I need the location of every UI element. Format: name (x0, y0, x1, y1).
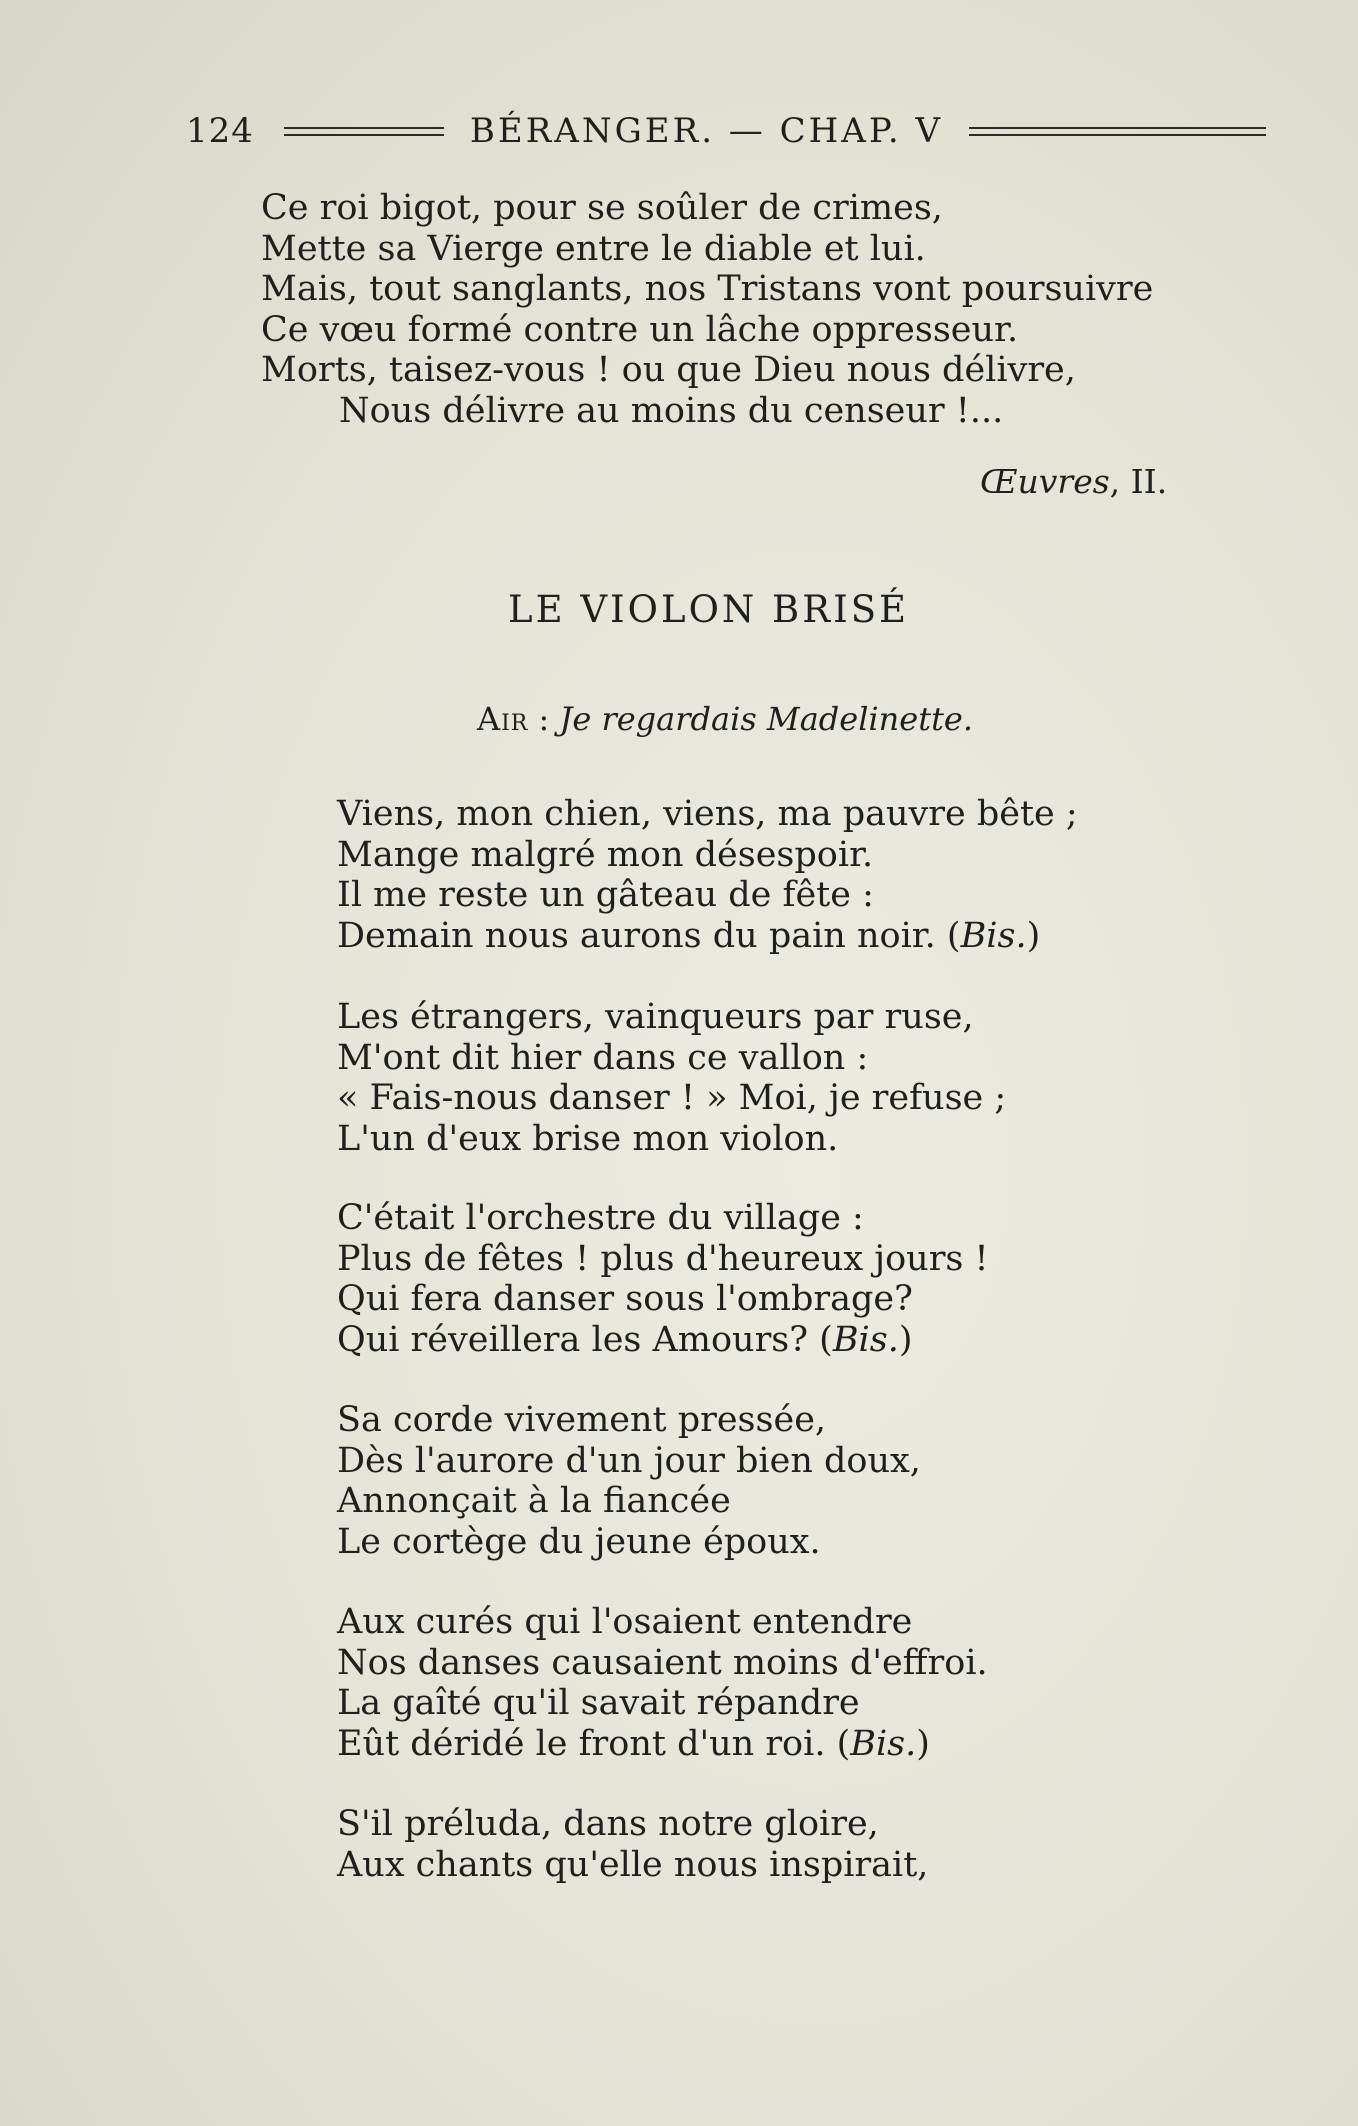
stanza-4 (337, 1400, 921, 1562)
air-label: Air (477, 700, 529, 738)
stanza-3 (337, 1198, 989, 1360)
verse-line: S'il préluda, dans notre gloire, (337, 1804, 879, 1844)
verse-line: Aux curés qui l'osaient entendre (337, 1602, 913, 1642)
verse-line: Mette sa Vierge entre le diable et lui. (261, 228, 926, 269)
stanza-2 (337, 997, 1006, 1159)
verse-line: M'ont dit hier dans ce vallon : (337, 1037, 869, 1078)
page-number: 124 (186, 111, 254, 151)
verse-line: Le cortège du jeune époux. (337, 1521, 821, 1562)
verse-line (337, 1724, 988, 1765)
bis-marker: Bis. (960, 915, 1027, 956)
header-rule-right (969, 127, 1266, 136)
verse-line: Ce vœu formé contre un lâche oppresseur. (261, 309, 1019, 350)
verse-line: Viens, mon chien, viens, ma pauvre bête ; (337, 794, 1078, 834)
bis-close: ) (1026, 915, 1041, 956)
verse-line: Qui fera danser sous l'ombrage? (337, 1279, 913, 1319)
air-tune: Je regardais Madelinette. (559, 700, 974, 738)
bis-marker: Bis. (832, 1319, 899, 1360)
verse-line: Les étrangers, vainqueurs par ruse, (337, 997, 974, 1037)
air-separator: : (528, 700, 560, 738)
verse-line (337, 1320, 989, 1361)
stanza-5 (337, 1602, 988, 1764)
verse-line: Dès l'aurore d'un jour bien doux, (337, 1440, 921, 1481)
bis-close: ) (916, 1723, 930, 1764)
stanza-6 (337, 1804, 928, 1885)
verse-text: Eût déridé le front d'un roi. ( (337, 1723, 851, 1764)
air-line (477, 700, 973, 738)
verse-line: Aux chants qu'elle nous inspirait, (337, 1844, 929, 1885)
verse-line: Plus de fêtes ! plus d'heureux jours ! (337, 1238, 989, 1279)
verse-line: Morts, taisez-vous ! ou que Dieu nous délivre, (261, 350, 1076, 390)
verse-line: C'était l'orchestre du village : (337, 1198, 864, 1238)
verse-line (337, 916, 1078, 957)
verse-line: « Fais-nous danser ! » Moi, je refuse ; (337, 1078, 1007, 1118)
verse-line: L'un d'eux brise mon violon. (337, 1118, 839, 1159)
verse-line: La gaîté qu'il savait répandre (337, 1683, 860, 1723)
page-header (186, 108, 1266, 154)
verse-line: Ce roi bigot, pour se soûler de crimes, (261, 188, 943, 228)
verse-line: Sa corde vivement pressée, (337, 1400, 827, 1440)
bis-marker: Bis. (850, 1723, 917, 1764)
verse-line: Mange malgré mon désespoir. (337, 834, 874, 875)
verse-line: Annonçait à la fiancée (337, 1481, 731, 1521)
verse-line: Nos danses causaient moins d'effroi. (337, 1642, 988, 1683)
source-volume: , II. (1109, 462, 1168, 501)
header-rule-left (284, 127, 444, 136)
source-work: Œuvres (980, 462, 1110, 501)
poem-title: LE VIOLON BRISÉ (508, 588, 910, 631)
running-title: BÉRANGER. — CHAP. V (469, 111, 943, 151)
bis-close: ) (898, 1319, 913, 1360)
verse-text: Qui réveillera les Amours? ( (337, 1319, 833, 1360)
verse-text: Demain nous aurons du pain noir. ( (337, 915, 961, 956)
stanza-1 (337, 794, 1078, 956)
verse-line: Il me reste un gâteau de fête : (337, 875, 874, 915)
previous-poem-ending (261, 188, 1153, 431)
source-citation (980, 462, 1167, 501)
verse-line: Nous délivre au moins du censeur !... (339, 390, 1004, 431)
verse-line: Mais, tout sanglants, nos Tristans vont poursuivre (261, 269, 1154, 309)
